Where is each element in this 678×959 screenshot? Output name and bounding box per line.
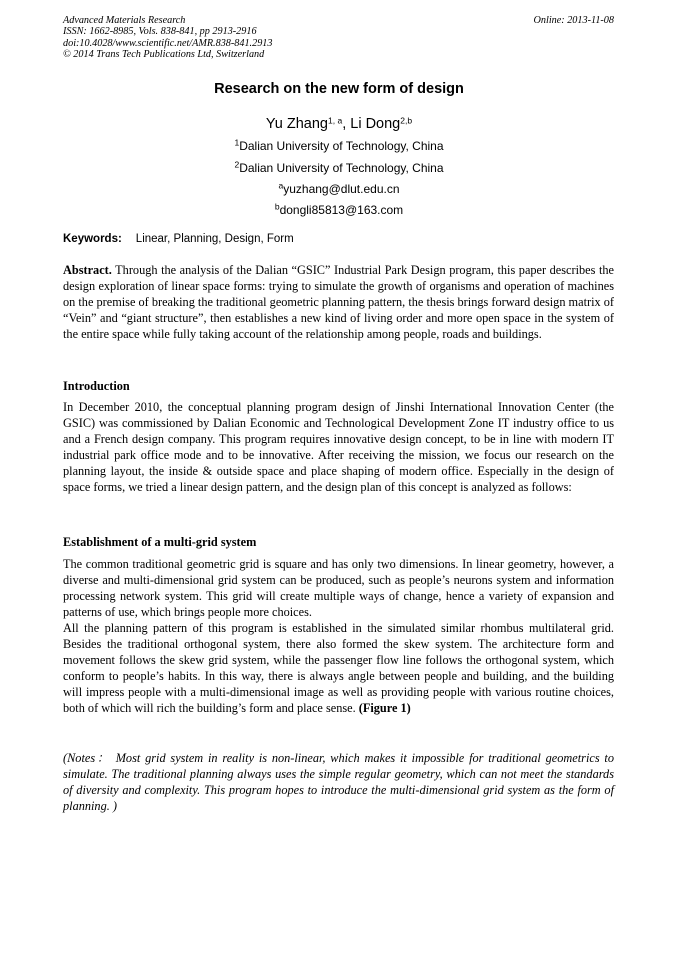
affiliation-marker: 1 [234, 137, 240, 148]
grid-paragraph-text: All the planning pattern of this program is established in the simulated similar rhombus multilateral grid. Besides the traditional orthogonal system, there also formed the skew system. The architecture form and movement follows the skew grid system, while the passenger flow line follows the orthogonal system, which conform to people’s habits. In this way, there is always angle between people and building, and the building will impress people with a multi-dimensional image as well as providing people with various routine choices, both of which will rich the building’s form and place sense. [63, 621, 614, 715]
journal-info [63, 15, 383, 61]
section-heading: Establishment of a multi-grid system [63, 535, 257, 549]
abstract-text: Through the analysis of the Dalian “GSIC” Industrial Park Design program, this paper describes the design exploration of linear space forms: trying to simulate the growth of organisms and operation of machines on the premise of breaking the traditional geometric planning pattern, the thesis brings forward design matrix of “Vein” and “giant structure”, then establishes a new kind of living order and more open space in the system of the entire space while fully taking account of the relationship among people, roads and buildings. [63, 263, 614, 341]
journal-name: Advanced Materials Research [63, 15, 186, 26]
author-separator: , [342, 116, 351, 132]
author-superscript: 1, a [328, 115, 343, 126]
issn-line: ISSN: 1662-8985, Vols. 838-841, pp 2913-2916 [63, 26, 257, 38]
author-superscript: 2,b [400, 115, 413, 126]
section-heading: Introduction [63, 379, 130, 393]
affiliation-text: Dalian University of Technology, China [239, 161, 444, 175]
email [0, 182, 678, 196]
copyright-line: © 2014 Trans Tech Publications Ltd, Switzerland [63, 49, 265, 61]
keywords-value: Linear, Planning, Design, Form [135, 233, 294, 245]
grid-paragraph: The common traditional geometric grid is square and has only two dimensions. In linear geometry, however, a diverse and multi-dimensional grid system can be produced, such as people’s neurons system and information processing network system. This grid will create multiple ways of change, hence a variety of expansion and patterns of use, which brings people more choices. [63, 557, 614, 619]
grid-paragraph [63, 620, 614, 716]
affiliation-text: Dalian University of Technology, China [239, 139, 444, 153]
affiliation [0, 161, 678, 175]
email-text: dongli85813@163.com [279, 203, 404, 217]
figure-reference: (Figure 1) [358, 701, 411, 715]
author-line [0, 116, 678, 132]
abstract-label: Abstract. [63, 263, 112, 277]
paper-title: Research on the new form of design [214, 81, 464, 97]
keywords [63, 233, 294, 245]
author-name: Yu Zhang [265, 116, 328, 132]
keywords-label: Keywords: [63, 233, 122, 245]
doi-line: doi:10.4028/www.scientific.net/AMR.838-841.2913 [63, 37, 273, 49]
online-date: Online: 2013-11-08 [533, 15, 614, 26]
abstract [63, 262, 614, 342]
author-name: Li Dong [350, 116, 401, 132]
affiliation-marker: a [278, 180, 284, 191]
notes-paragraph: (Notes： Most grid system in reality is non-linear, which makes it impossible for traditional geometrics to simulate. The traditional planning always uses the simple regular geometry, which can not meet the standards of diversity and complexity. This program hopes to introduce the multi-dimensional grid system as the form of planning. ) [63, 751, 614, 813]
introduction-text: In December 2010, the conceptual planning program design of Jinshi International Innovation Center (the GSIC) was commissioned by Dalian Economic and Technological Development Zone IT industry office to us and a French design company. This program requires innovative design concept, to be in line with modern IT industrial park office mode and to be innovative. After receiving the mission, we focus our research on the planning layout, the inside & outside space and place shaping of modern office. Especially in the design of space forms, we tried a linear design pattern, and the design plan of this concept is analyzed as follows: [63, 400, 614, 494]
affiliation-marker: 2 [234, 159, 240, 170]
affiliation [0, 139, 678, 153]
email [0, 203, 678, 217]
affiliation-marker: b [274, 201, 280, 212]
email-text: yuzhang@dlut.edu.cn [283, 182, 400, 196]
